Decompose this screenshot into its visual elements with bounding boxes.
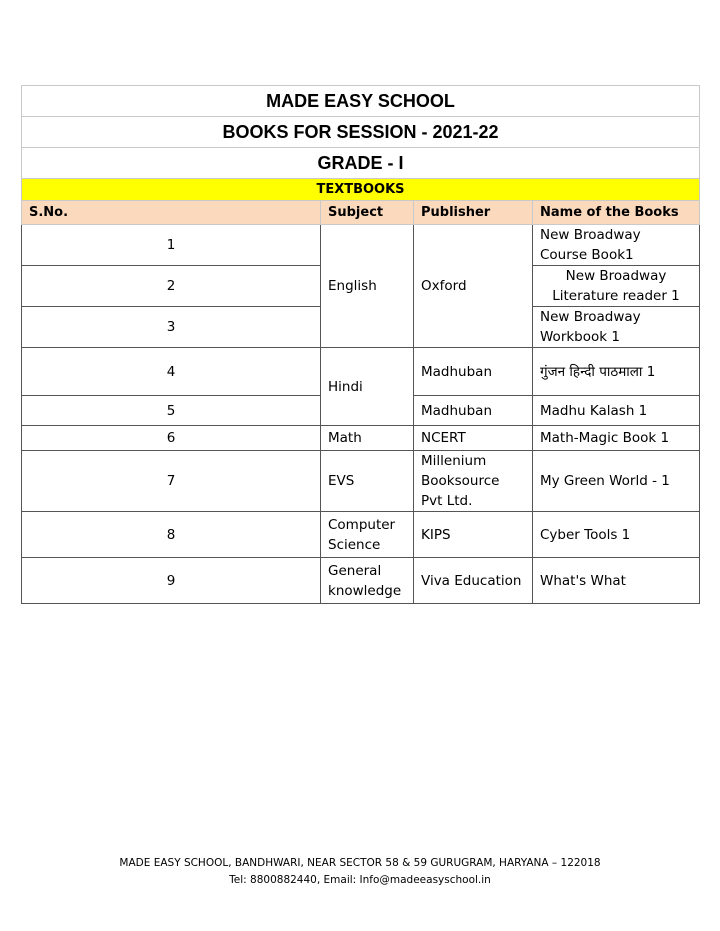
cell-book: My Green World - 1 (533, 451, 700, 512)
cell-book: New Broadway Literature reader 1 (533, 266, 700, 307)
cell-publisher: Madhuban (414, 348, 533, 396)
session-title: BOOKS FOR SESSION - 2021-22 (22, 117, 700, 148)
footer-address: MADE EASY SCHOOL, BANDHWARI, NEAR SECTOR 58 & 59 GURUGRAM, HARYANA – 122018 (119, 857, 601, 869)
grade-row (22, 148, 700, 179)
column-header-books: Name of the Books (533, 201, 700, 225)
cell-book: What's What (533, 558, 700, 604)
school-name-row (22, 86, 700, 117)
cell-book: गुंजन हिन्दी पाठमाला 1 (533, 348, 700, 396)
table-row (22, 426, 700, 451)
cell-sno: 9 (22, 558, 321, 604)
cell-subject: Math (321, 426, 414, 451)
table-row (22, 451, 700, 512)
cell-publisher: Viva Education (414, 558, 533, 604)
table-row (22, 558, 700, 604)
grade-title: GRADE - I (22, 148, 700, 179)
cell-subject: Computer Science (321, 512, 414, 558)
cell-sno: 8 (22, 512, 321, 558)
table-row (22, 225, 700, 266)
table-row (22, 348, 700, 396)
cell-book: New Broadway Workbook 1 (533, 307, 700, 348)
column-header-sno: S.No. (22, 201, 321, 225)
cell-book: Cyber Tools 1 (533, 512, 700, 558)
cell-publisher: Oxford (414, 225, 533, 348)
column-header-row (22, 201, 700, 225)
cell-publisher: Millenium Booksource Pvt Ltd. (414, 451, 533, 512)
cell-sno: 6 (22, 426, 321, 451)
footer (0, 855, 720, 889)
cell-sno: 1 (22, 225, 321, 266)
column-header-subject: Subject (321, 201, 414, 225)
cell-book: Madhu Kalash 1 (533, 396, 700, 426)
cell-sno: 7 (22, 451, 321, 512)
table-row (22, 512, 700, 558)
textbooks-banner-row (22, 179, 700, 201)
cell-book: Math-Magic Book 1 (533, 426, 700, 451)
cell-subject: Hindi (321, 348, 414, 426)
cell-sno: 5 (22, 396, 321, 426)
cell-publisher: KIPS (414, 512, 533, 558)
books-table (21, 85, 700, 604)
cell-subject: EVS (321, 451, 414, 512)
footer-contact: Tel: 8800882440, Email: Info@madeeasyschool.in (229, 874, 491, 886)
cell-book: New Broadway Course Book1 (533, 225, 700, 266)
textbooks-banner: TEXTBOOKS (22, 179, 700, 201)
cell-sno: 2 (22, 266, 321, 307)
school-name: MADE EASY SCHOOL (22, 86, 700, 117)
cell-publisher: NCERT (414, 426, 533, 451)
session-row (22, 117, 700, 148)
cell-sno: 3 (22, 307, 321, 348)
cell-subject: General knowledge (321, 558, 414, 604)
cell-subject: English (321, 225, 414, 348)
column-header-publisher: Publisher (414, 201, 533, 225)
cell-publisher: Madhuban (414, 396, 533, 426)
cell-sno: 4 (22, 348, 321, 396)
